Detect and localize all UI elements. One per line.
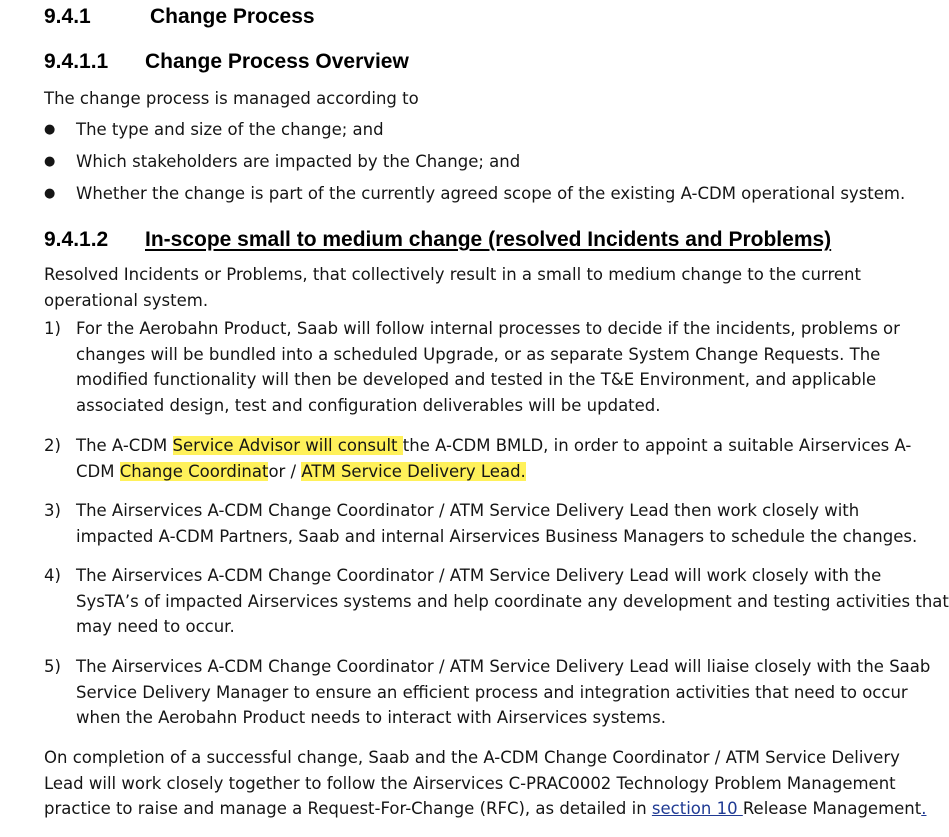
heading-number: 9.4.1.2 [44,228,109,251]
highlighted-text: Change Coordinat [119,461,269,481]
highlighted-text: ATM Service Delivery Lead. [301,461,526,481]
heading-title: In-scope small to medium change (resolved Incidents and Problems) [145,228,832,251]
heading-number: 9.4.1 [44,5,91,28]
list-item [0,149,918,181]
item-number: 1) [44,319,61,338]
item-number: 3) [44,501,61,520]
item-number: 5) [44,657,61,676]
bullet-icon: ● [44,122,56,137]
highlighted-text: Service Advisor will consult [172,436,403,455]
heading-title: Change Process [150,5,315,28]
section-10-link[interactable]: section 10 [651,799,743,818]
item-text: The Airservices A-CDM Change Coordinator / ATM Service Delivery Lead will liaise closely with the Saab Service Delivery Manager to ensure an efficient process and integration activities that need to occur when the Aerobahn Product needs to interact with Airservices systems. [76,657,931,727]
list-item-text: Whether the change is part of the currently agreed scope of the existing A-CDM operational system. [76,184,906,203]
item-text: The Airservices A-CDM Change Coordinator / ATM Service Delivery Lead will work closely with the SysTA’s of impacted Airservices systems and help coordinate any development and testing activities that may need to occur. [76,566,949,636]
list-item [0,117,918,149]
bullet-icon: ● [44,154,56,169]
item-number: 2) [44,436,61,455]
item-text: The Airservices A-CDM Change Coordinator / ATM Service Delivery Lead then work closely with impacted A-CDM Partners, Saab and internal Airservices Business Managers to schedule the changes. [76,501,918,546]
bullet-icon: ● [44,186,56,201]
heading-title: Change Process Overview [145,50,409,73]
heading-9-4-1 [44,5,315,29]
heading-9-4-1-1 [44,50,409,74]
heading-number: 9.4.1.1 [44,50,109,73]
item-text: For the Aerobahn Product, Saab will follow internal processes to decide if the incidents, problems or changes will be bundled into a scheduled Upgrade, or as separate System Change Requests. The modified functionality will then be developed and tested in the T&E Environment, and applicable associated design, test and configuration deliverables will be updated. [76,319,900,415]
link-period: . [921,799,927,818]
list-item-text: Which stakeholders are impacted by the Change; and [76,152,521,171]
list-item-text: The type and size of the change; and [76,120,384,139]
inscope-intro: Resolved Incidents or Problems, that collectively result in a small to medium change to the current operational system. [44,265,861,310]
heading-9-4-1-2 [44,228,832,252]
item-text: The A-CDM Service Advisor will consult the A-CDM BMLD, in order to appoint a suitable Airservices A- CDM Change Coordinator / ATM Service Delivery Lead. [76,436,912,481]
overview-intro: The change process is managed according to [44,89,419,108]
list-item [0,181,918,213]
overview-bullet-list [0,117,918,213]
item-number: 4) [44,566,61,585]
completion-paragraph: On completion of a successful change, Saab and the A-CDM Change Coordinator / ATM Service Delivery Lead will work closely together to follow the Airservices C-PRAC0002 Technology Problem Management practice to raise and manage a Request-For-Change (RFC), as detailed in section 10 Release Management. [44,748,927,818]
